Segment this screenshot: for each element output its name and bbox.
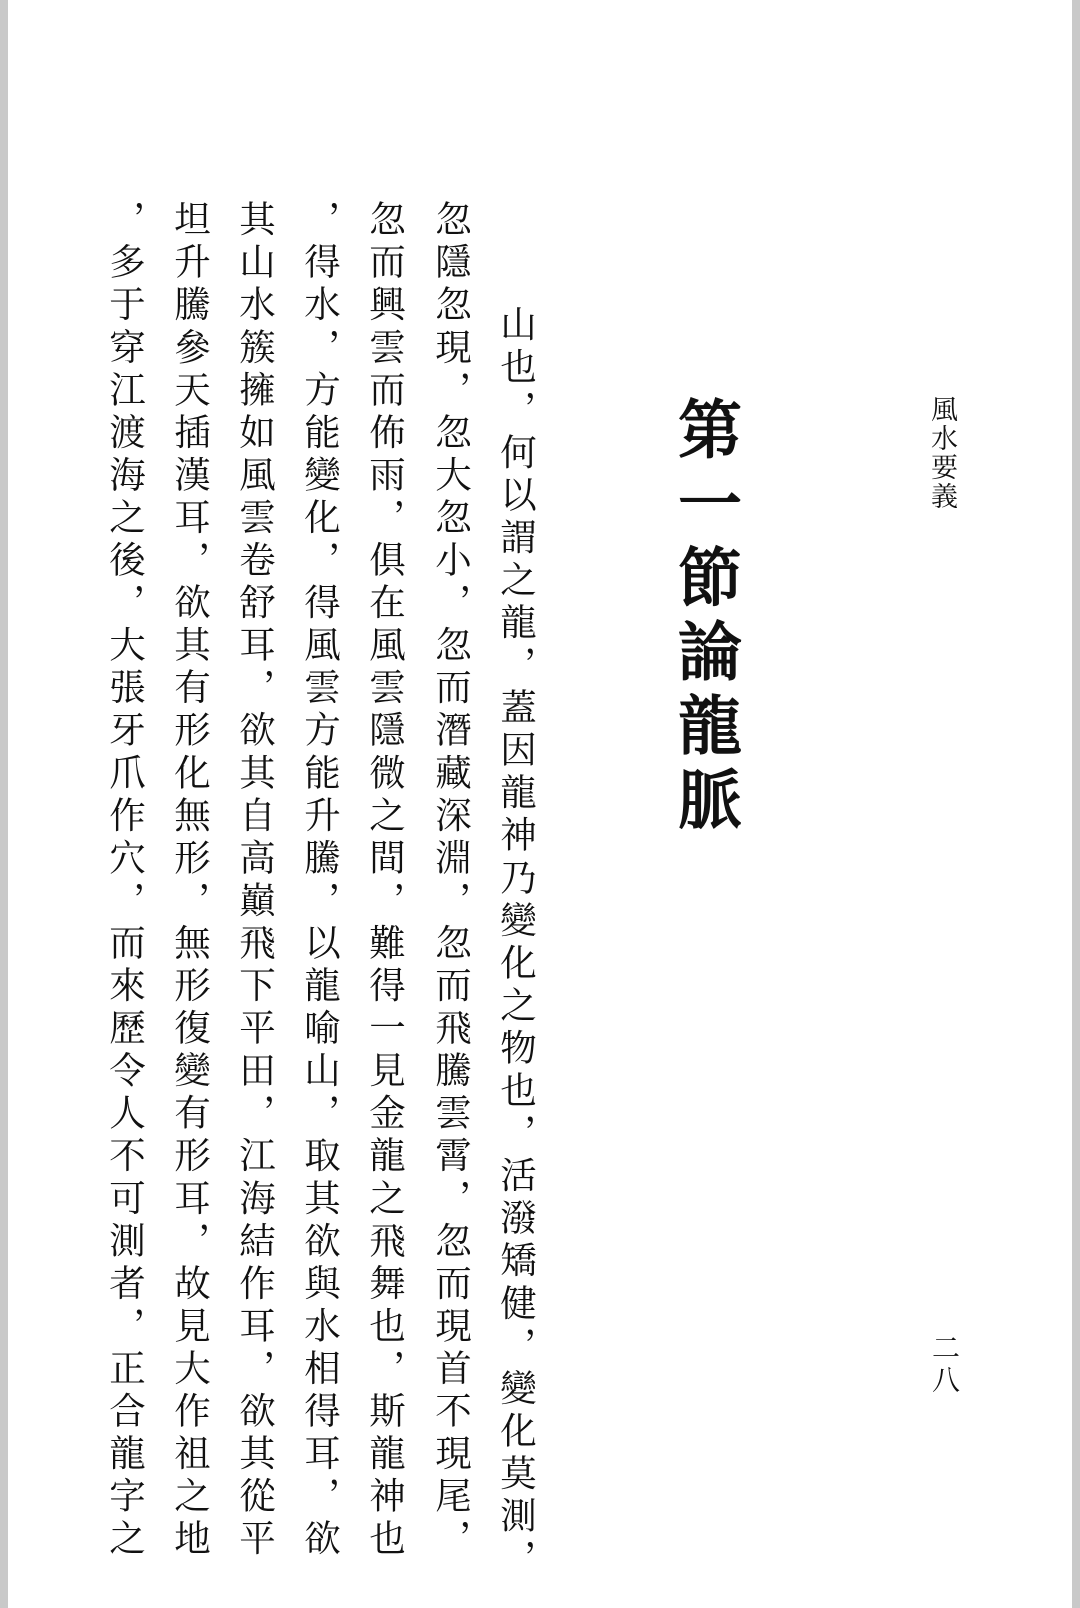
scan-edge-left: [0, 0, 8, 1608]
text-column-6: 坦升騰參天插漢耳，欲其有形化無形，無形復變有形耳，故見大作祖之地: [168, 200, 212, 1562]
text-column-7: ，多于穿江渡海之後，大張牙爪作穴，而來歷令人不可測者，正合龍字之: [103, 200, 147, 1562]
section-heading: 第一節論龍脈: [667, 396, 741, 840]
text-column-5: 其山水簇擁如風雲卷舒耳，欲其自高巔飛下平田，江海結作耳，欲其從平: [233, 200, 277, 1562]
text-column-4: ，得水，方能變化，得風雲方能升騰，以龍喻山，取其欲與水相得耳，欲: [298, 200, 342, 1562]
scan-edge-right: [1072, 0, 1080, 1608]
running-head: 風水要義: [926, 395, 957, 511]
page-number: 二八: [928, 1333, 961, 1397]
text-column-2: 忽隱忽現，忽大忽小，忽而潛藏深淵，忽而飛騰雲霄，忽而現首不現尾，: [429, 200, 473, 1562]
text-column-1: 山也，何以謂之龍，蓋因龍神乃變化之物也，活潑矯健，變化莫測，: [494, 305, 538, 1582]
text-column-3: 忽而興雲而佈雨，俱在風雲隱微之間，難得一見金龍之飛舞也，斯龍神也: [363, 200, 407, 1562]
